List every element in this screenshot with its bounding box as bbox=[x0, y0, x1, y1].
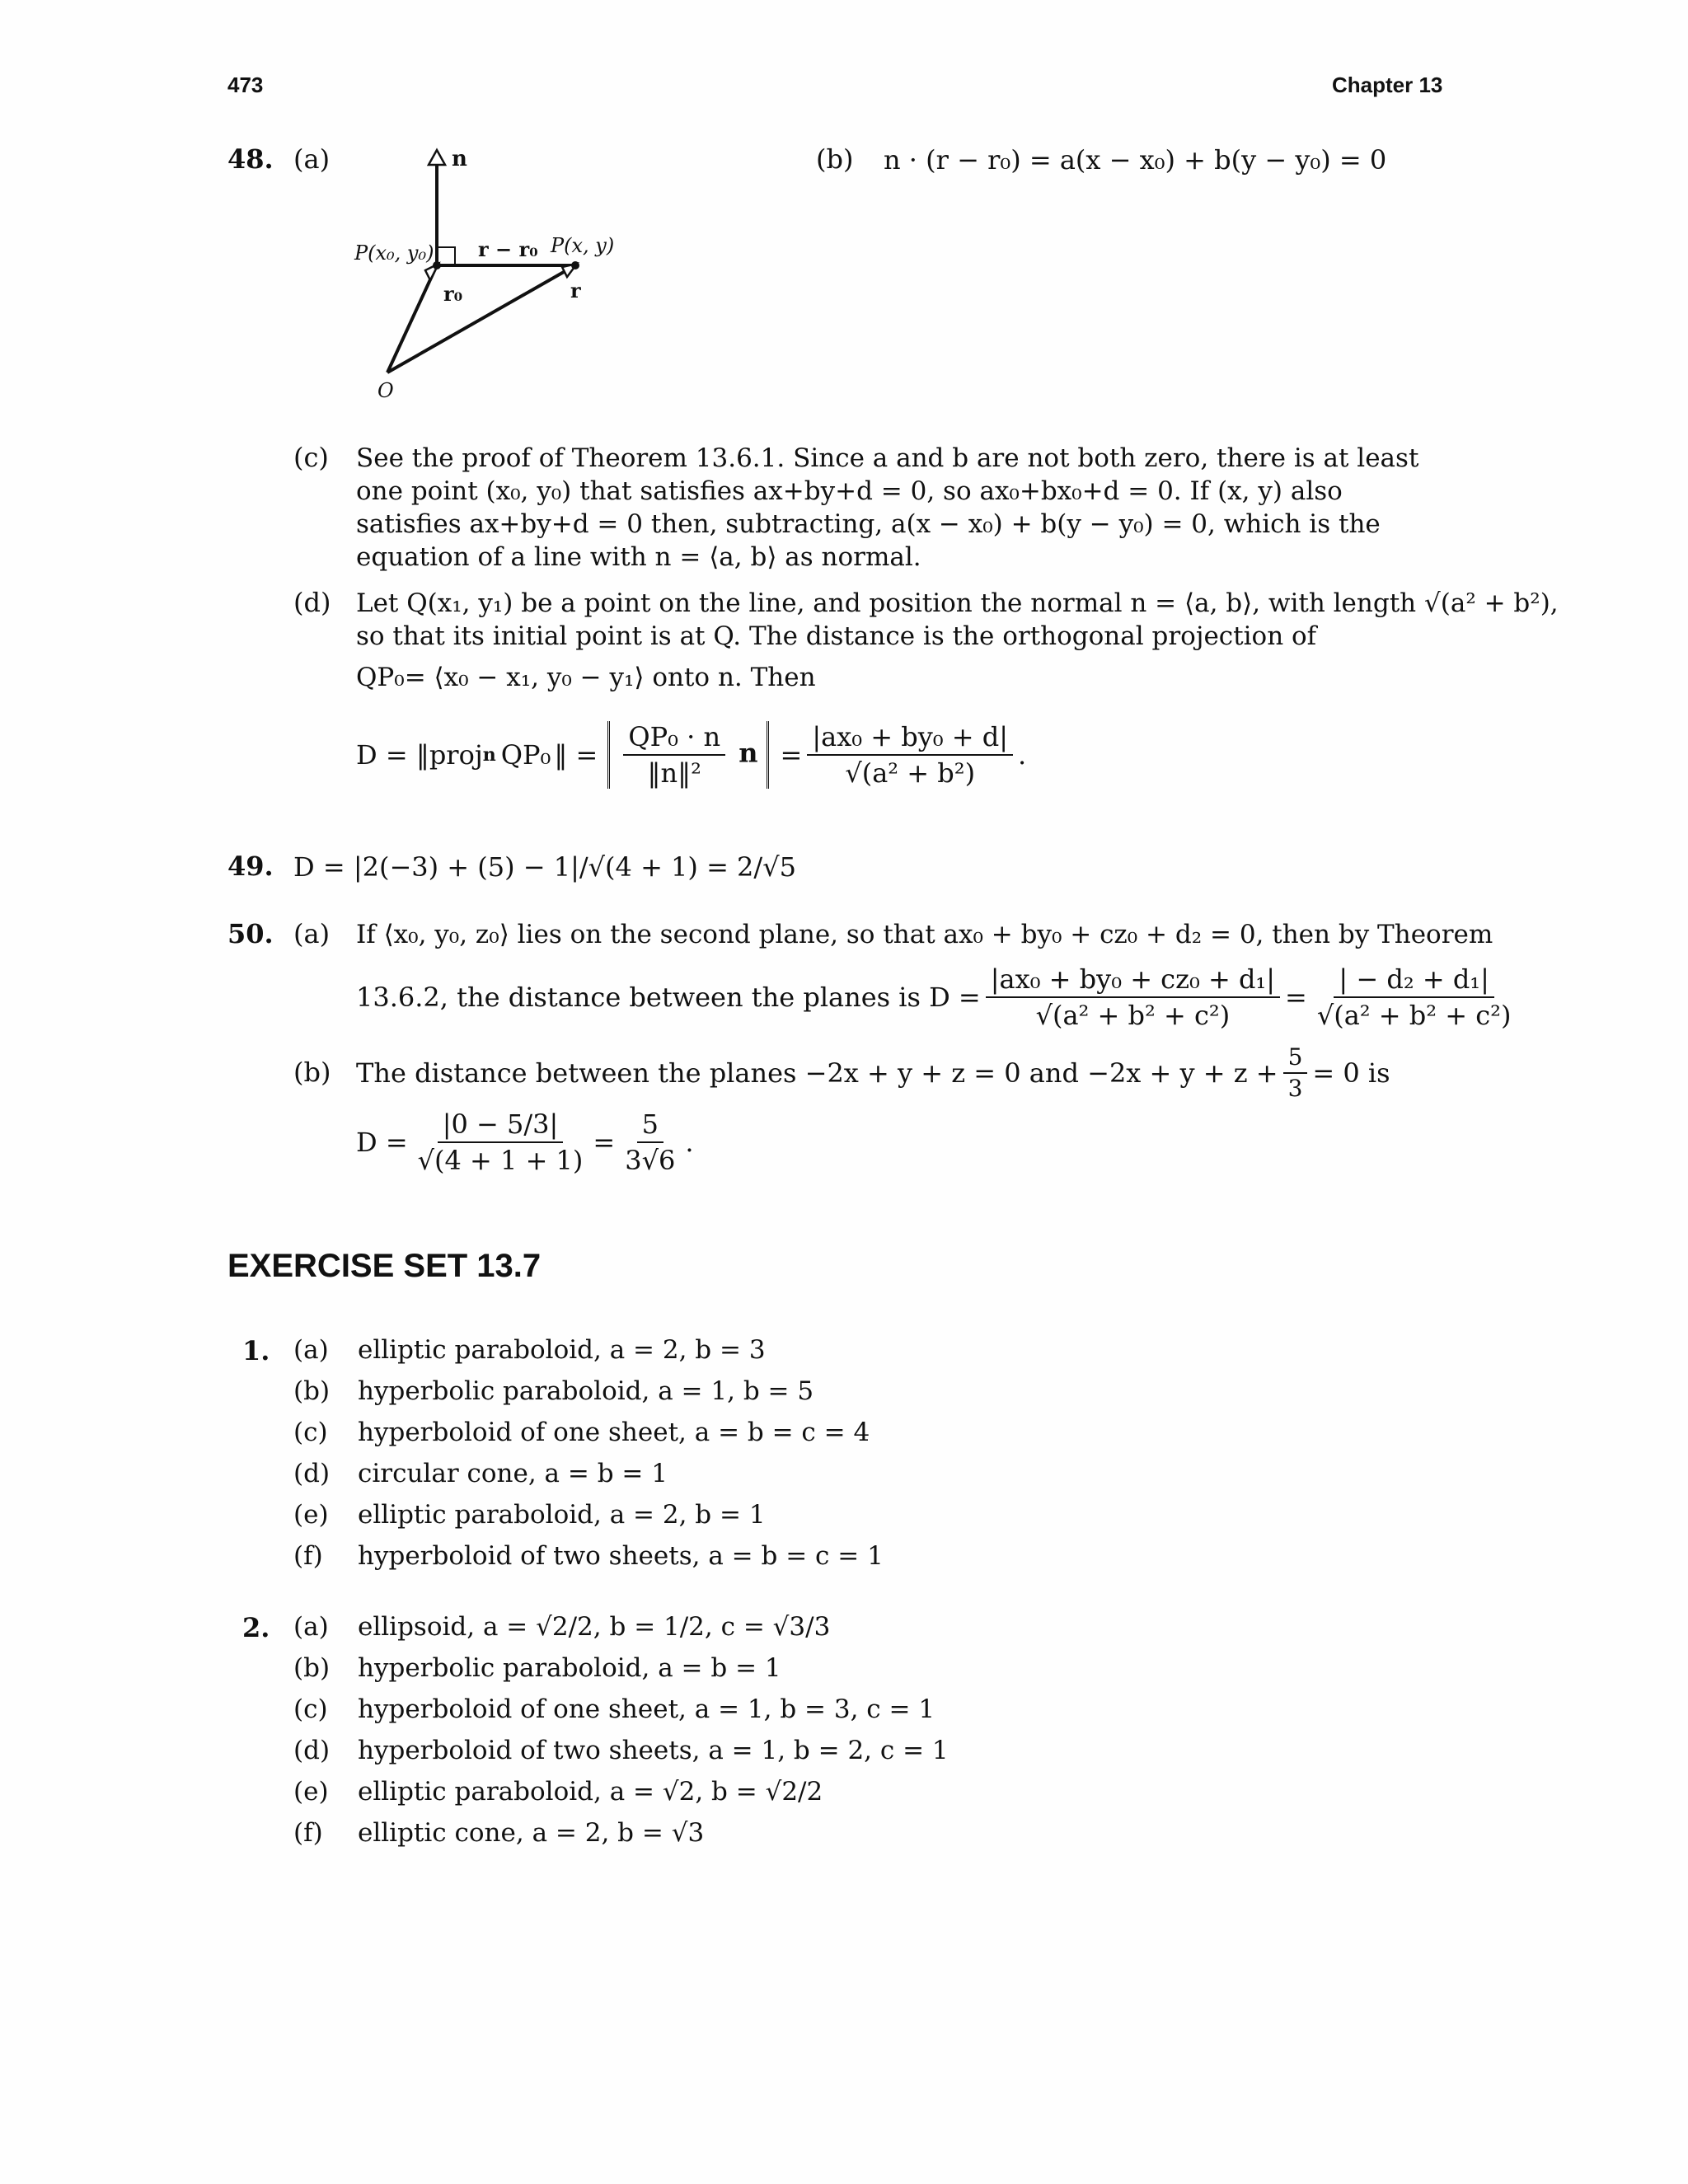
item-text: circular cone, a = b = 1 bbox=[358, 1459, 668, 1488]
projection-fraction-1 bbox=[623, 721, 725, 789]
problem-48d-line-3: QP₀= ⟨x₀ − x₁, y₀ − y₁⟩ onto n. Then bbox=[356, 663, 816, 692]
projection-close: ‖ = bbox=[554, 739, 598, 771]
problem-48a-label: (a) bbox=[293, 143, 331, 175]
problem-49-number: 49. bbox=[227, 851, 274, 882]
plane-distance-fraction-2 bbox=[1312, 963, 1517, 1031]
item-text: hyperbolic paraboloid, a = 1, b = 5 bbox=[358, 1376, 814, 1406]
problem-50b-D: D = bbox=[356, 1127, 408, 1158]
normal-vector-diagram bbox=[338, 140, 668, 412]
plane-fraction-1-numerator: |ax₀ + by₀ + cz₀ + d₁| bbox=[986, 963, 1280, 998]
fraction-2-numerator: |ax₀ + by₀ + d| bbox=[807, 721, 1013, 756]
point-p0 bbox=[433, 261, 441, 269]
problem-48d-label: (d) bbox=[293, 587, 331, 618]
numeric-distance-fraction-2 bbox=[620, 1108, 680, 1176]
diagram-label-origin: O bbox=[377, 379, 394, 402]
diagram-label-p0: P(x₀, y₀) bbox=[354, 241, 434, 265]
item-label: (d) bbox=[293, 1459, 331, 1488]
item-label: (b) bbox=[293, 1653, 331, 1683]
exercise-q2-list bbox=[293, 1612, 1365, 1876]
problem-50-number: 50. bbox=[227, 918, 274, 949]
item-text: ellipsoid, a = √2/2, b = 1/2, c = √3/3 bbox=[358, 1612, 831, 1642]
item-text: hyperboloid of one sheet, a = b = c = 4 bbox=[358, 1418, 870, 1447]
problem-49-text: D = |2(−3) + (5) − 1|/√(4 + 1) = 2/√5 bbox=[293, 851, 796, 883]
diagram-label-r0: r₀ bbox=[443, 282, 463, 306]
problem-50b-formula bbox=[356, 1101, 693, 1183]
problem-50b-suffix: = 0 is bbox=[1312, 1057, 1390, 1089]
projection-subscript: n bbox=[482, 744, 496, 766]
projection-fraction-2 bbox=[807, 721, 1013, 789]
problem-48-number: 48. bbox=[227, 143, 274, 175]
item-text: elliptic paraboloid, a = √2, b = √2/2 bbox=[358, 1777, 823, 1807]
fraction-1-numerator: QP₀ · n bbox=[623, 721, 725, 756]
item-label: (b) bbox=[293, 1376, 331, 1406]
fraction-2-denominator: √(a² + b²) bbox=[845, 757, 976, 789]
numeric-fraction-1-numerator: |0 − 5/3| bbox=[438, 1108, 564, 1143]
projection-normal: n bbox=[738, 737, 758, 769]
fraction-1-denominator: ‖n‖² bbox=[647, 757, 701, 789]
diagram-label-n: n bbox=[452, 147, 467, 171]
problem-48c-label: (c) bbox=[293, 442, 329, 473]
problem-50a-formula bbox=[356, 956, 1521, 1038]
item-label: (f) bbox=[293, 1541, 323, 1571]
item-label: (c) bbox=[293, 1418, 328, 1447]
exercise-q1-number: 1. bbox=[242, 1335, 270, 1366]
projection-norm-box bbox=[607, 721, 768, 789]
item-text: elliptic cone, a = 2, b = √3 bbox=[358, 1818, 705, 1848]
diagram-label-p: P(x, y) bbox=[551, 234, 615, 257]
problem-50a-prefix: 13.6.2, the distance between the planes is D = bbox=[356, 982, 981, 1013]
problem-48c-text: See the proof of Theorem 13.6.1. Since a and b are not both zero, there is at least one point (x₀, y₀) that satisfies ax+by+d = 0, so ax₀+bx₀+d = 0. If (x, y) also satisfies ax+by+d = 0 then, subtracting, a(x − x₀) + b(y − y₀) = 0, which is the equation of a line with n = ⟨a, b⟩ as normal. bbox=[356, 443, 1419, 572]
problem-50b-prefix: The distance between the planes −2x + y + z = 0 and −2x + y + z + bbox=[356, 1057, 1278, 1089]
numeric-fraction-1-denominator: √(4 + 1 + 1) bbox=[417, 1145, 584, 1176]
problem-48d-line-1: Let Q(x₁, y₁) be a point on the line, and position the normal n = ⟨a, b⟩, with length √(a² + b²), bbox=[356, 588, 1559, 618]
diagram-label-r-minus-r0: r − r₀ bbox=[478, 237, 538, 261]
numeric-fraction-2-numerator: 5 bbox=[637, 1108, 663, 1143]
problem-48b-text: n · (r − r₀) = a(x − x₀) + b(y − y₀) = 0 bbox=[884, 144, 1387, 176]
exercise-q2-number: 2. bbox=[242, 1612, 270, 1643]
r-vector-line bbox=[387, 265, 575, 373]
item-label: (d) bbox=[293, 1736, 331, 1765]
problem-50b-line-1 bbox=[356, 1040, 1390, 1106]
problem-48b-label: (b) bbox=[816, 143, 854, 175]
numeric-distance-fraction-1 bbox=[413, 1108, 588, 1176]
item-label: (c) bbox=[293, 1694, 328, 1724]
item-label: (a) bbox=[293, 1612, 329, 1642]
projection-formula bbox=[356, 705, 1026, 804]
numeric-distance-equals: = bbox=[593, 1127, 616, 1158]
item-text: hyperbolic paraboloid, a = b = 1 bbox=[358, 1653, 781, 1683]
projection-vector: QP₀ bbox=[500, 739, 551, 771]
item-label: (a) bbox=[293, 1335, 329, 1365]
exercise-set-heading: EXERCISE SET 13.7 bbox=[227, 1248, 542, 1284]
page-number: 473 bbox=[227, 73, 264, 97]
point-p bbox=[571, 261, 579, 269]
projection-period: . bbox=[1018, 739, 1027, 771]
normal-arrowhead bbox=[429, 150, 445, 165]
five-thirds-denominator: 3 bbox=[1287, 1075, 1303, 1102]
projection-equals: = bbox=[780, 739, 803, 771]
plane-distance-fraction-1 bbox=[986, 963, 1280, 1031]
item-text: elliptic paraboloid, a = 2, b = 3 bbox=[358, 1335, 766, 1365]
diagram-label-r: r bbox=[570, 279, 581, 302]
item-text: hyperboloid of two sheets, a = b = c = 1 bbox=[358, 1541, 884, 1571]
problem-50a-line-1: If ⟨x₀, y₀, z₀⟩ lies on the second plane, so that ax₀ + by₀ + cz₀ + d₂ = 0, then by Theorem bbox=[356, 920, 1493, 949]
item-text: hyperboloid of one sheet, a = 1, b = 3, c = 1 bbox=[358, 1694, 935, 1724]
problem-50b-label: (b) bbox=[293, 1057, 331, 1088]
problem-48d-line-2: so that its initial point is at Q. The distance is the orthogonal projection of bbox=[356, 621, 1317, 651]
r0-vector-line bbox=[387, 265, 437, 373]
exercise-q1-list bbox=[293, 1335, 1365, 1599]
item-label: (f) bbox=[293, 1818, 323, 1848]
plane-fraction-1-denominator: √(a² + b² + c²) bbox=[1035, 1000, 1231, 1031]
item-label: (e) bbox=[293, 1500, 329, 1530]
five-thirds-numerator: 5 bbox=[1283, 1044, 1308, 1074]
plane-fraction-2-denominator: √(a² + b² + c²) bbox=[1316, 1000, 1512, 1031]
plane-distance-equals: = bbox=[1285, 982, 1307, 1013]
projection-lhs: D = ‖proj bbox=[356, 739, 483, 771]
item-text: hyperboloid of two sheets, a = 1, b = 2, c = 1 bbox=[358, 1736, 949, 1765]
problem-50a-label: (a) bbox=[293, 918, 331, 949]
plane-fraction-2-numerator: | − d₂ + d₁| bbox=[1334, 963, 1494, 998]
item-text: elliptic paraboloid, a = 2, b = 1 bbox=[358, 1500, 766, 1530]
numeric-distance-period: . bbox=[685, 1127, 694, 1158]
chapter-label: Chapter 13 bbox=[1332, 73, 1443, 97]
numeric-fraction-2-denominator: 3√6 bbox=[625, 1145, 676, 1176]
item-label: (e) bbox=[293, 1777, 329, 1807]
five-thirds-fraction bbox=[1283, 1044, 1308, 1102]
